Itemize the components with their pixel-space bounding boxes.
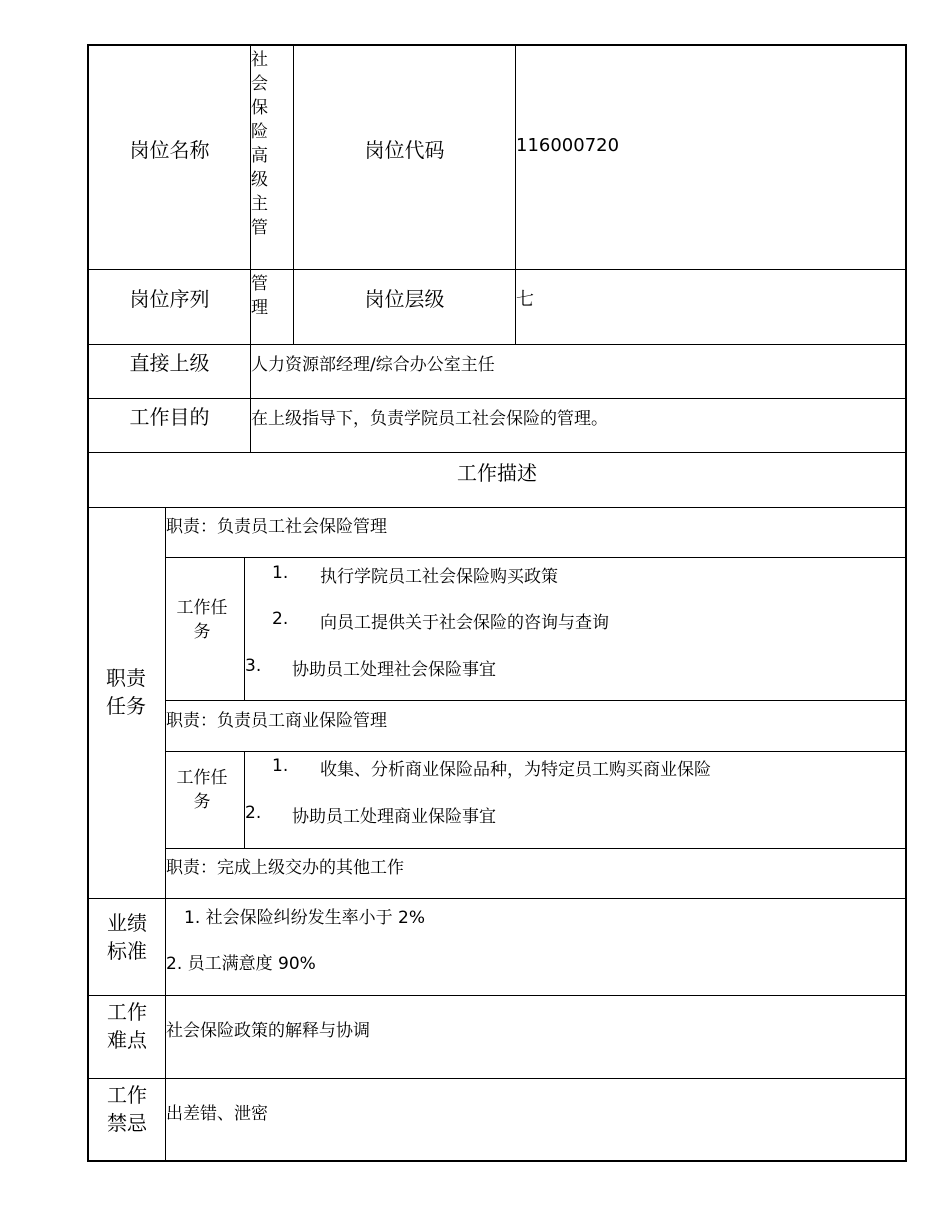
performance-label: 业绩标准 [107,911,147,963]
purpose-value: 在上级指导下，负责学院员工社会保险的管理。 [251,409,608,429]
row-divider [88,344,907,345]
post-code-value: 116000720 [516,135,620,156]
col-divider [165,507,166,1162]
duty-1-title: 职责：负责员工社会保险管理 [166,517,387,537]
row-divider [88,452,907,453]
duty-1-task-1-num: 1. [272,563,289,583]
row-divider [88,398,907,399]
duty-1-task-3: 协助员工处理社会保险事宜 [292,660,496,680]
supervisor-label: 直接上级 [129,351,210,375]
post-level-value: 七 [516,289,534,310]
row-divider [165,700,907,701]
purpose-label: 工作目的 [129,405,210,429]
row-divider [165,751,907,752]
row-divider [88,1078,907,1079]
duty-2-task-2-num: 2. [245,803,262,823]
table-border-bottom [88,1160,907,1162]
row-divider [88,269,907,270]
row-divider [165,557,907,558]
duty-2-task-1-num: 1. [272,756,289,776]
row-divider [165,848,907,849]
description-title: 工作描述 [457,461,537,485]
row-divider [88,995,907,996]
duties-section-label: 职责任务 [106,666,146,718]
performance-item-1: 1. 社会保险纠纷发生率小于 2% [184,908,425,928]
duty-1-task-label: 工作任务 [176,598,228,642]
post-series-value: 管理 [251,274,268,318]
difficulty-value: 社会保险政策的解释与协调 [166,1021,370,1041]
supervisor-value: 人力资源部经理/综合办公室主任 [251,355,495,375]
duty-1-task-1: 执行学院员工社会保险购买政策 [320,567,558,587]
duty-1-task-2: 向员工提供关于社会保险的咨询与查询 [320,613,609,633]
duty-1-task-2-num: 2. [272,609,289,629]
post-name-value: 社会保险高级主管 [251,50,268,238]
duty-2-task-1: 收集、分析商业保险品种，为特定员工购买商业保险 [320,760,711,780]
difficulty-label: 工作难点 [107,1000,147,1052]
duty-2-task-2: 协助员工处理商业保险事宜 [292,807,496,827]
row-divider [88,507,907,508]
col-divider [244,557,245,701]
col-divider [244,751,245,849]
post-level-label: 岗位层级 [364,287,445,311]
taboo-label: 工作禁忌 [107,1083,147,1135]
duty-2-title: 职责：负责员工商业保险管理 [166,711,387,731]
taboo-value: 出差错、泄密 [166,1104,268,1124]
duty-3-title: 职责：完成上级交办的其他工作 [166,858,404,878]
post-code-label: 岗位代码 [364,138,445,162]
duty-2-task-label: 工作任务 [176,768,228,812]
post-name-label: 岗位名称 [129,138,210,162]
post-series-label: 岗位序列 [129,287,210,311]
row-divider [88,898,907,899]
performance-item-2: 2. 员工满意度 90% [166,954,316,974]
duty-1-task-3-num: 3. [245,656,262,676]
table-border-top [88,44,907,46]
